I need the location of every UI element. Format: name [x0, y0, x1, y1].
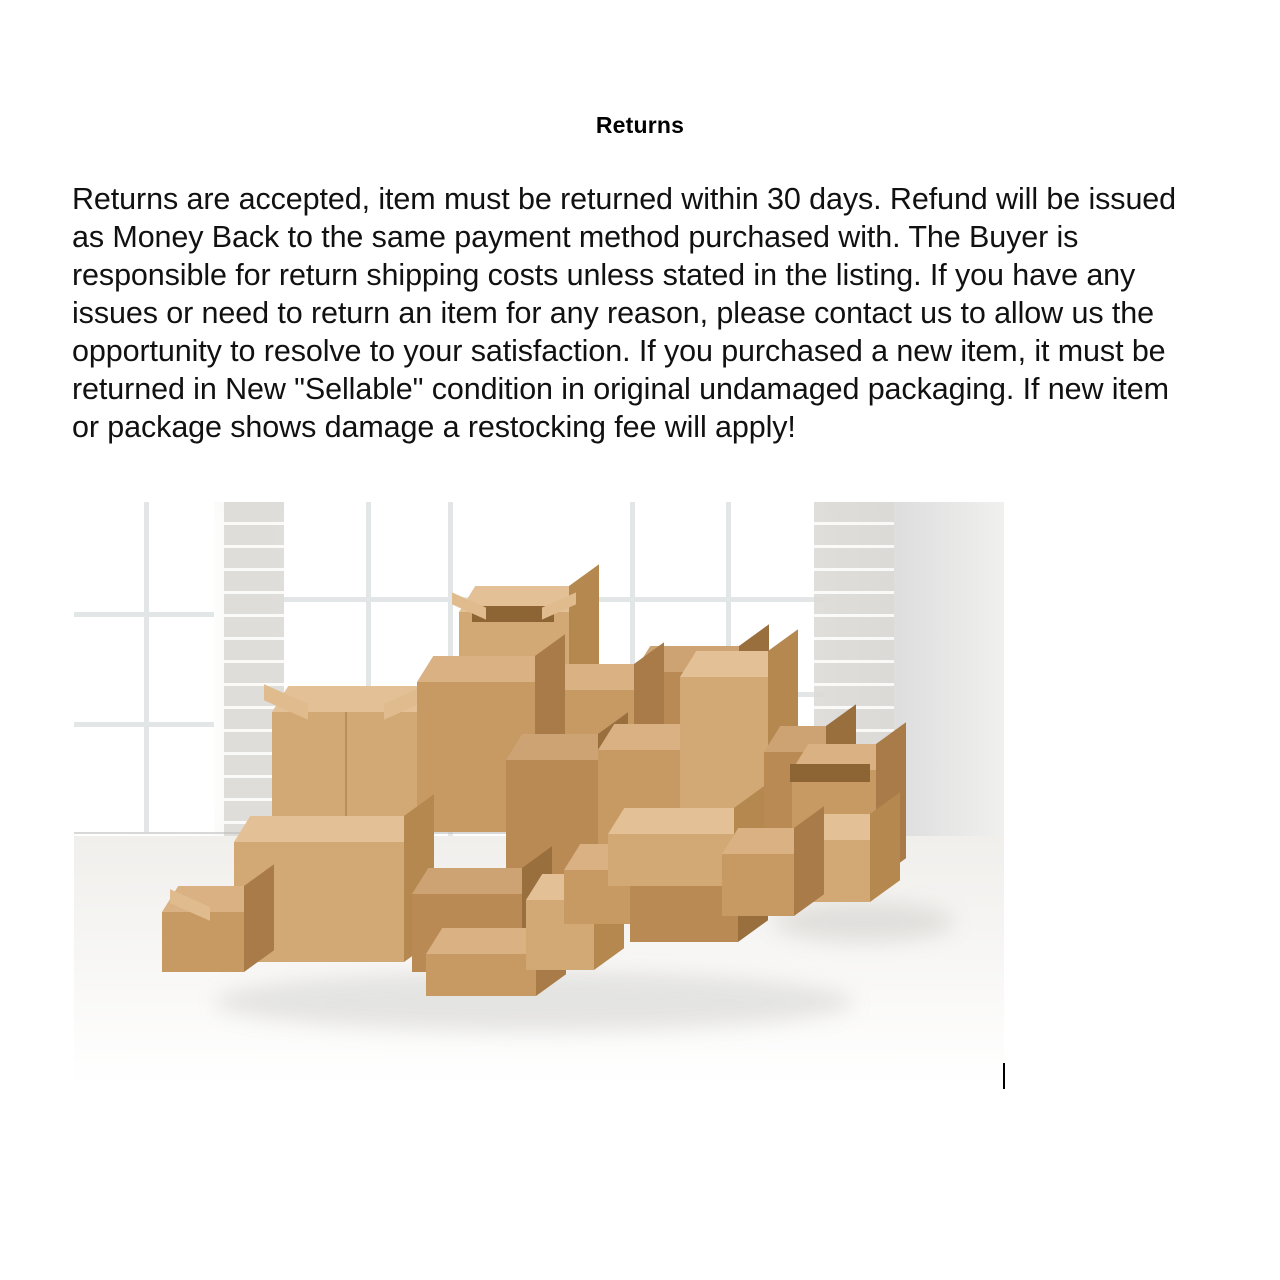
window-left — [74, 502, 214, 832]
cardboard-box — [162, 912, 244, 972]
cardboard-box — [722, 854, 794, 916]
text-cursor — [1003, 1063, 1005, 1089]
returns-policy-text: Returns are accepted, item must be returned within 30 days. Refund will be issued as Money Back to the same payment method purchased with. The Buyer is responsible for return shipping costs unless stated in the listing. If you have any issues or need to return an item for any reason, please contact us to allow us the opportunity to resolve to your satisfaction. If you purchased a new item, it must be returned in New "Sellable" condition in original undamaged packaging. If new item or package shows damage a restocking fee will apply! — [72, 182, 1177, 444]
returns-photo — [74, 502, 1004, 1086]
photo-scene — [74, 502, 1004, 1086]
page-title: Returns — [595, 112, 685, 138]
cardboard-box — [608, 834, 734, 886]
open-box-interior — [790, 764, 870, 782]
cardboard-box — [426, 954, 536, 996]
